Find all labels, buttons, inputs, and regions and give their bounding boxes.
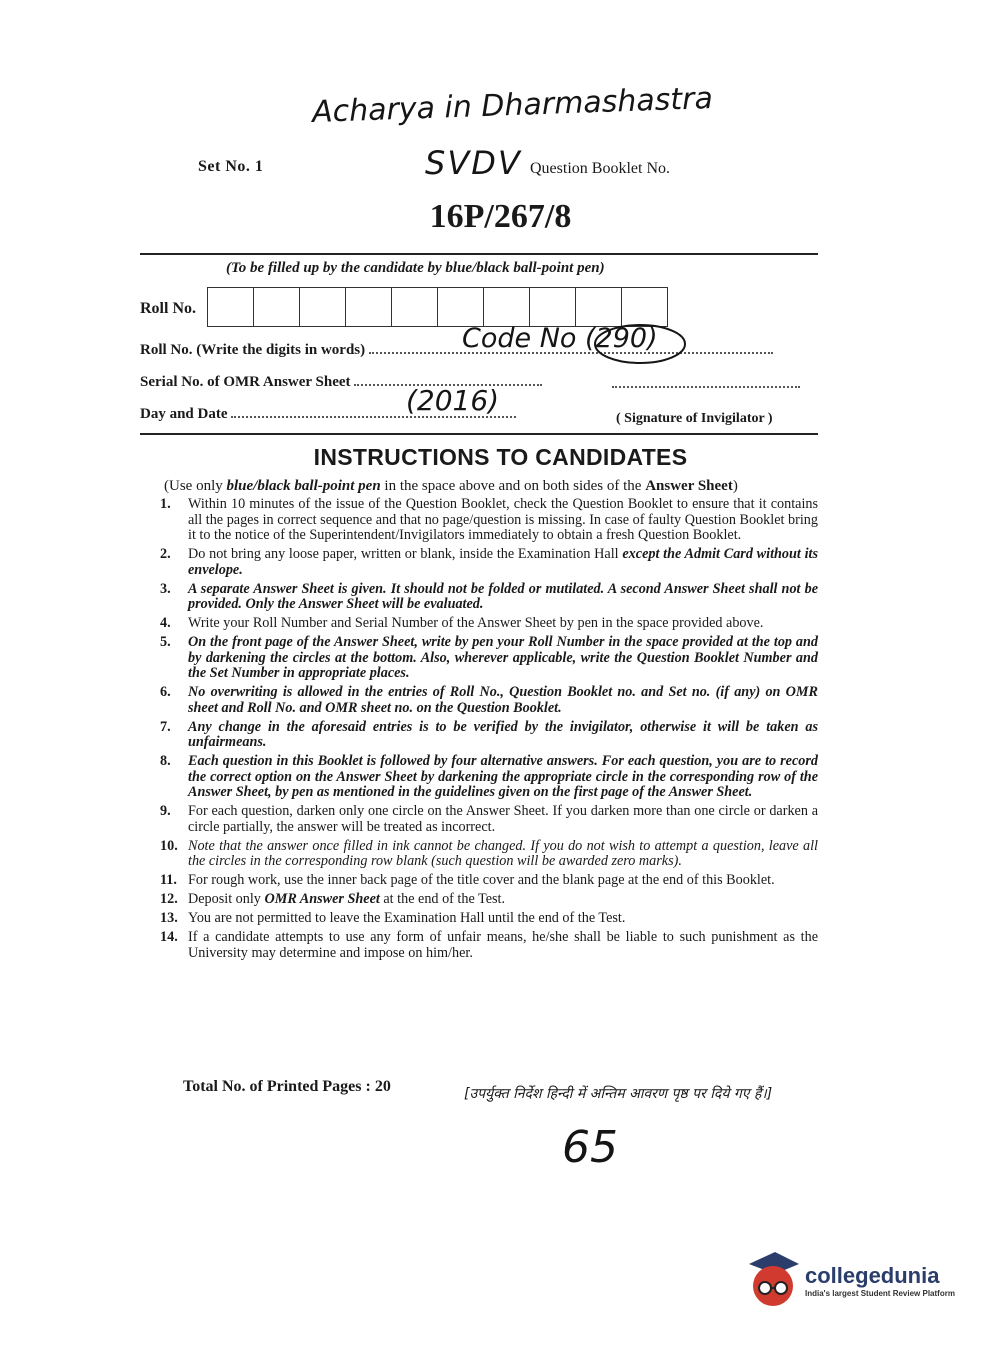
item-text: No overwriting is allowed in the entries of Roll No., Question Booklet no. and Set no. (if any) on OMR sheet and Roll No. and OMR sheet no. on the Question Booklet. (188, 684, 818, 716)
booklet-number: 16P/267/8 (429, 198, 572, 235)
roll-box[interactable] (484, 287, 530, 327)
brand-name: collegedunia (805, 1262, 940, 1288)
form-bottom-rule (140, 433, 818, 435)
instructions-list (160, 497, 818, 965)
roll-box[interactable] (576, 287, 622, 327)
item-text: For each question, darken only one circle on the Answer Sheet. If you darken more than one circle or darken a circle partially, the answer will be treated as incorrect. (188, 803, 818, 835)
handwritten-title: Acharya in Dharmashastra (311, 81, 714, 130)
day-date-label: Day and Date (140, 406, 228, 422)
item-number: 1. (160, 496, 171, 512)
roll-box[interactable] (622, 287, 668, 327)
mascot-icon (745, 1250, 801, 1310)
item-number: 5. (160, 634, 171, 650)
roll-box[interactable] (530, 287, 576, 327)
instruction-item (160, 873, 818, 889)
item-number: 11. (160, 872, 177, 888)
roll-box[interactable] (254, 287, 300, 327)
use-note-emphasis: blue/black ball-point pen (226, 478, 381, 494)
instruction-item (160, 839, 818, 870)
item-text: You are not permitted to leave the Examination Hall until the end of the Test. (188, 910, 626, 926)
use-note (164, 478, 738, 495)
item-number: 3. (160, 580, 171, 597)
item-number: 8. (160, 753, 171, 769)
fill-note: (To be filled up by the candidate by blue/black ball-point pen) (226, 260, 605, 276)
item-number: 7. (160, 718, 171, 735)
handwritten-circle (592, 322, 688, 366)
item-text: Each question in this Booklet is followed by four alternative answers. For each question, you are to record the correct option on the Answer Sheet by darkening the appropriate circle in the corresponding row of the Answer Sheet, by pen as mentioned in the guidelines given on the first page of the Answer Sheet. (188, 753, 818, 800)
item-number: 6. (160, 684, 171, 700)
handwritten-code-no: Code No (290) (462, 323, 658, 354)
instruction-item (160, 547, 818, 578)
instruction-item (160, 685, 818, 716)
roll-box[interactable] (208, 287, 254, 327)
roll-no-boxes[interactable] (207, 287, 668, 327)
signature-label: ( Signature of Invigilator ) (616, 411, 773, 426)
set-number: Set No. 1 (198, 158, 264, 175)
handwritten-page-mark: 65 (562, 1122, 618, 1173)
roll-box[interactable] (346, 287, 392, 327)
item-text: For rough work, use the inner back page of the title cover and the blank page at the end of this Booklet. (188, 872, 775, 888)
top-rule (140, 253, 818, 255)
instruction-item (160, 804, 818, 835)
handwritten-svdv: SVDV (425, 144, 522, 182)
collegedunia-logo (745, 1250, 955, 1310)
instruction-item (160, 930, 818, 961)
item-text: On the front page of the Answer Sheet, write by pen your Roll Number in the space provided at the top and by darkening the circles at the bottom. Also, wherever applicable, write the Question Booklet Number and the Set Number in appropriate places. (188, 634, 818, 681)
instruction-item (160, 911, 818, 927)
item-text: Within 10 minutes of the issue of the Question Booklet, check the Question Booklet to ensure that it contains all the pages in correct sequence and that no page/question is missing. In case of faulty Question Booklet bring it to the notice of the Superintendent/Invigilators immediately to obtain a fresh Question Booklet. (188, 496, 818, 543)
instructions-heading: INSTRUCTIONS TO CANDIDATES (313, 444, 688, 470)
item-text: Any change in the aforesaid entries is to be verified by the invigilator, otherwise it will be taken as unfairmeans. (188, 718, 818, 750)
booklet-number-label: Question Booklet No. (530, 160, 670, 177)
day-date-dots (231, 404, 516, 418)
instruction-item (160, 582, 818, 613)
item-text: A separate Answer Sheet is given. It should not be folded or mutilated. A second Answer Sheet shall not be provided. Only the Answer Sheet will be evaluated. (188, 580, 818, 612)
signature-line[interactable] (612, 386, 800, 388)
item-number: 12. (160, 891, 178, 907)
item-number: 10. (160, 837, 178, 854)
item-number: 2. (160, 546, 171, 562)
item-number: 4. (160, 615, 171, 631)
use-note-bold: Answer Sheet (645, 478, 733, 494)
instruction-item (160, 497, 818, 544)
instruction-item (160, 616, 818, 632)
roll-box[interactable] (438, 287, 484, 327)
use-note-mid: in the space above and on both sides of the (380, 478, 646, 494)
roll-box[interactable] (300, 287, 346, 327)
day-date-field[interactable] (140, 404, 516, 423)
use-note-pre: (Use only (164, 478, 227, 494)
item-text: Write your Roll Number and Serial Number of the Answer Sheet by pen in the space provided above. (188, 615, 764, 631)
hindi-note: [उपर्युक्त निर्देश हिन्दी में अन्तिम आवरण पृष्ठ पर दिये गए हैं।] (464, 1086, 773, 1102)
instruction-item (160, 720, 818, 751)
item-text: If a candidate attempts to use any form of unfair means, he/she shall be liable to such punishment as the University may determine and impose on him/her. (188, 929, 818, 961)
roll-no-label: Roll No. (140, 300, 196, 317)
total-pages: Total No. of Printed Pages : 20 (183, 1078, 391, 1095)
item-text: Note that the answer once filled in ink cannot be changed. If you do not wish to attempt a question, leave all the circles in the corresponding row blank (such question will be awarded zero marks). (188, 837, 818, 869)
handwritten-omr-serial: (2016) (406, 384, 500, 417)
item-text: Deposit only OMR Answer Sheet at the end of the Test. (188, 891, 506, 907)
roll-box[interactable] (392, 287, 438, 327)
item-number: 13. (160, 910, 178, 926)
roll-words-label: Roll No. (Write the digits in words) (140, 342, 366, 358)
instruction-item (160, 892, 818, 908)
use-note-post: ) (732, 478, 738, 494)
brand-tagline: India's largest Student Review Platform (805, 1288, 955, 1298)
instruction-item (160, 754, 818, 801)
instruction-item (160, 635, 818, 682)
omr-serial-label: Serial No. of OMR Answer Sheet (140, 374, 351, 390)
item-number: 9. (160, 803, 171, 819)
item-number: 14. (160, 929, 178, 945)
item-text: Do not bring any loose paper, written or blank, inside the Examination Hall except the Admit Card without its envelope. (188, 546, 818, 578)
